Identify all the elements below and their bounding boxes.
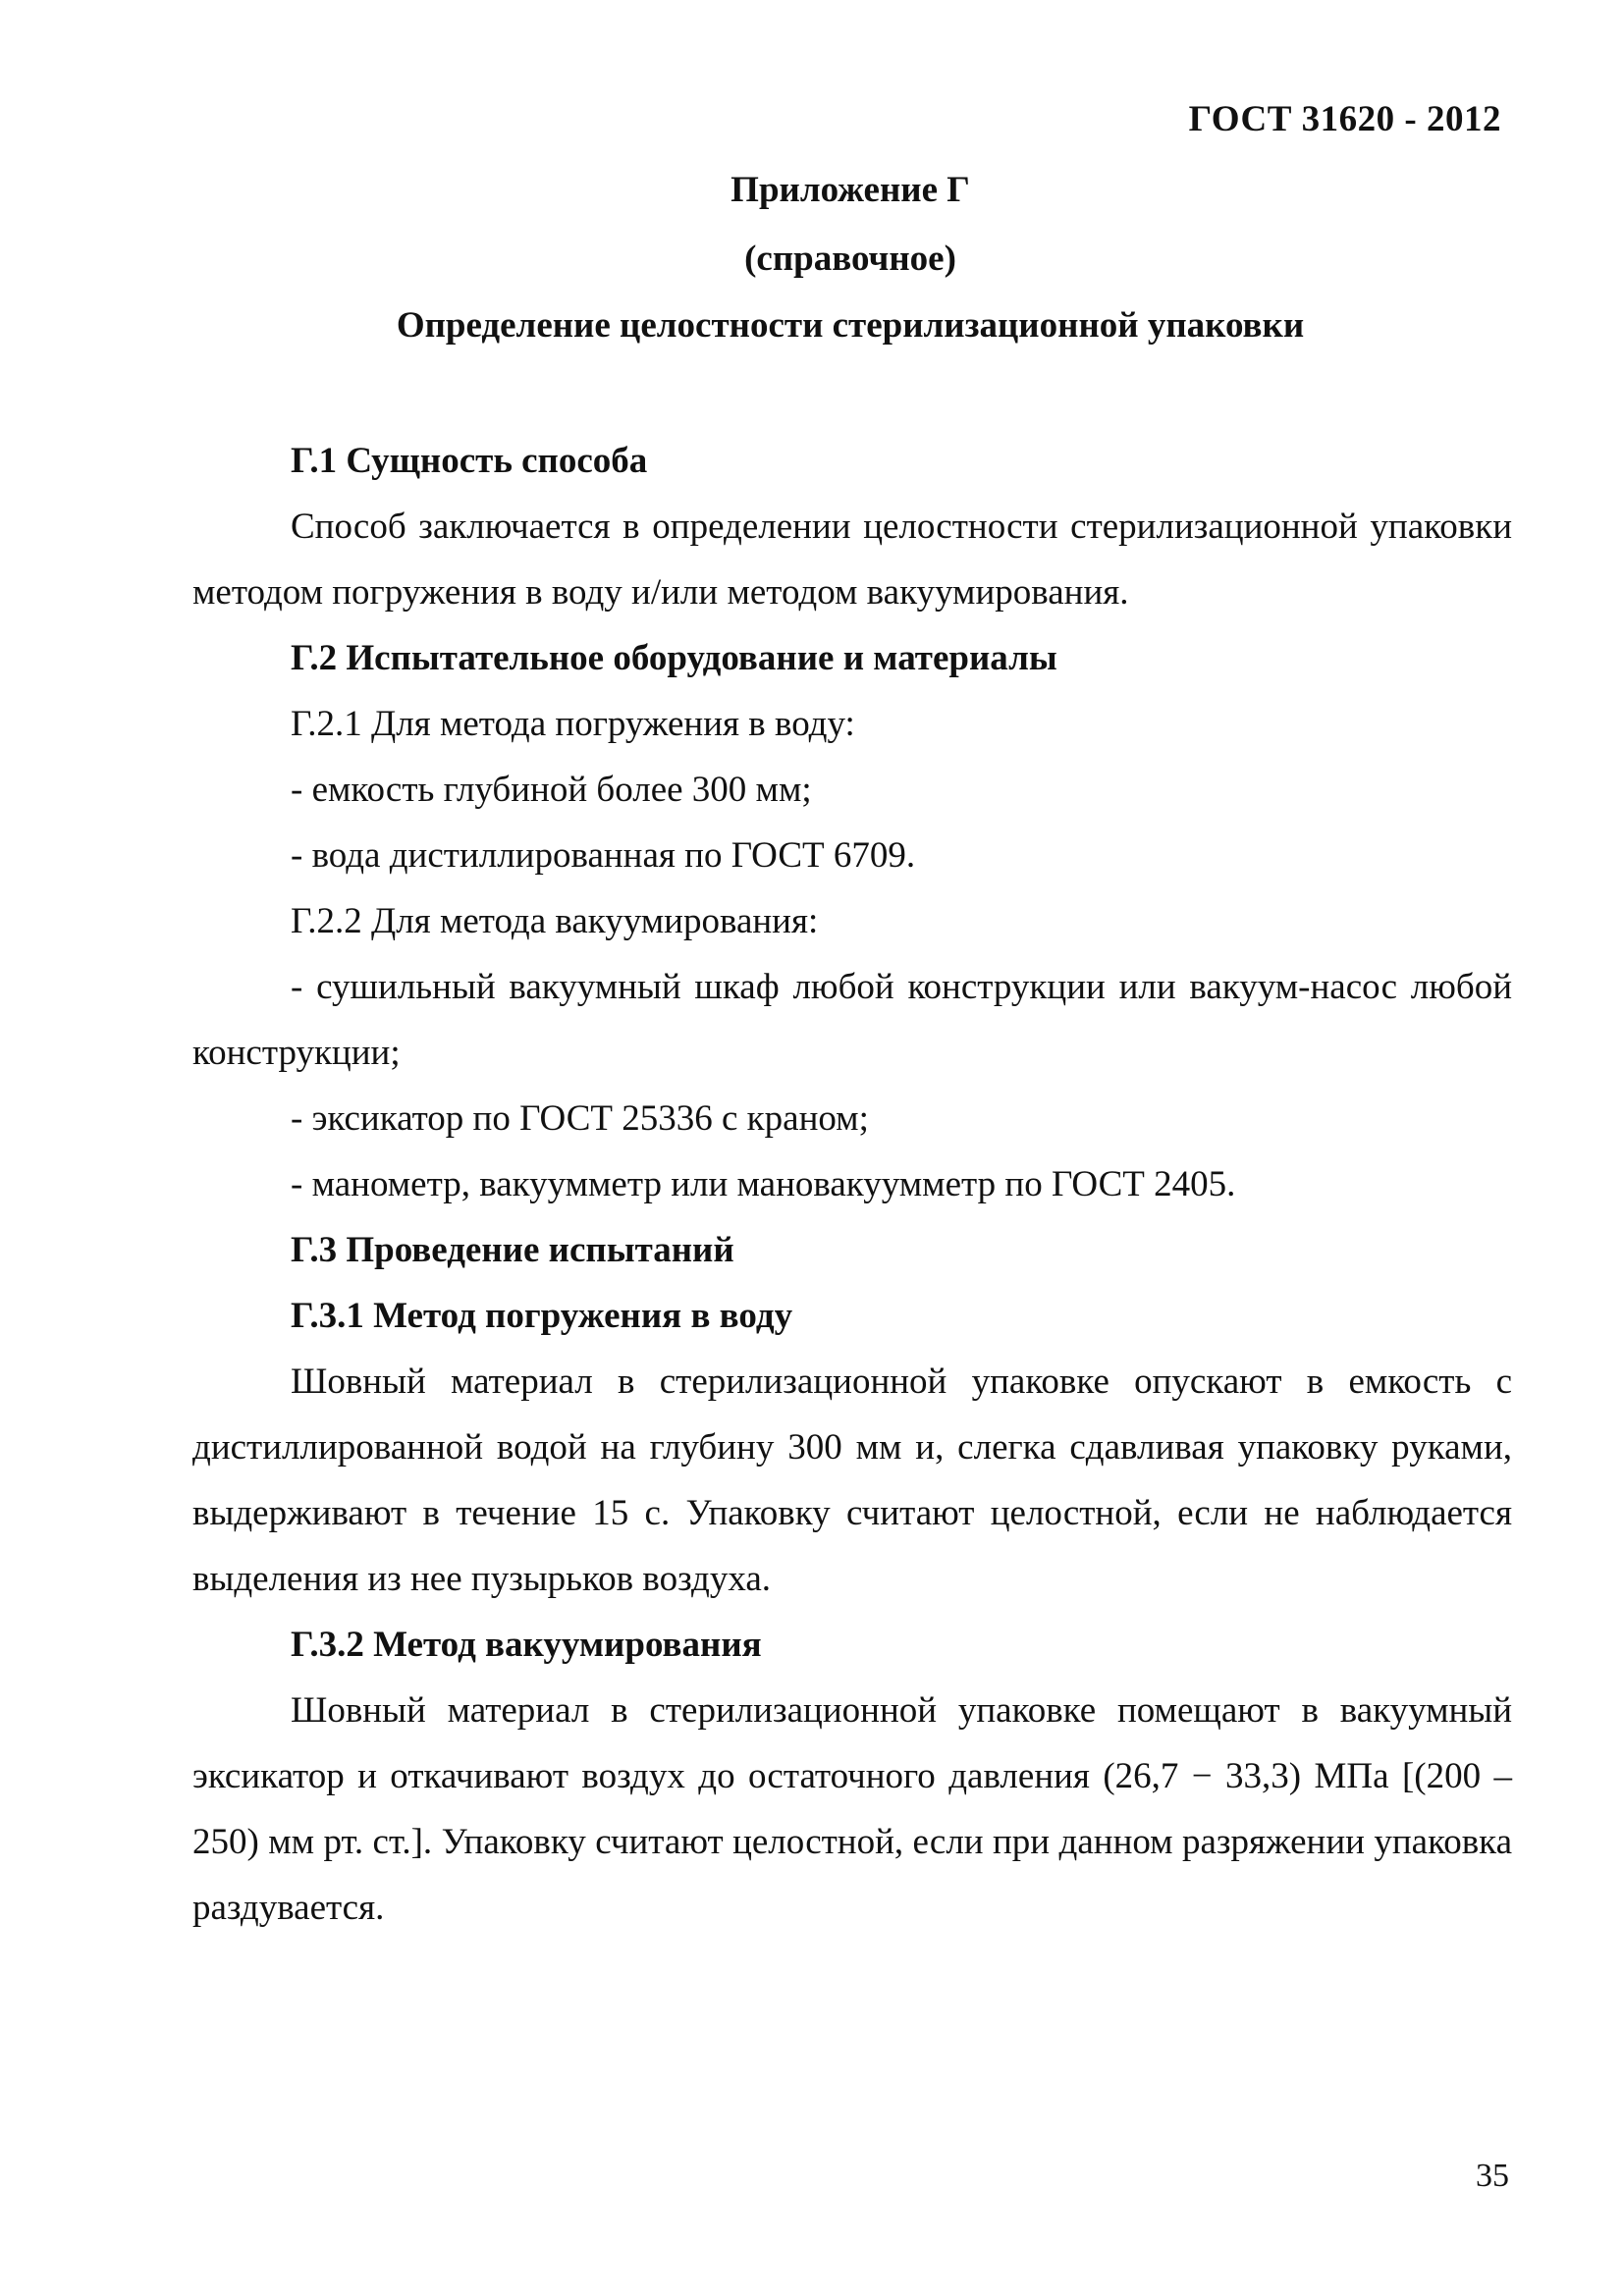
subsection-heading-g31: Г.3.1 Метод погружения в воду [291, 1296, 793, 1336]
paragraph-g32: Шовный материал в стерилизационной упаковке помещают в вакуумный эксикатор и откачивают воздух до остаточного давления (26,7 − 33,3) МПа [(200 – 250) мм рт. ст.]. Упаковку считают целостной, если при данном разряжении упаковка раздувается. [192, 1690, 1512, 1928]
document-body [192, 428, 1512, 1941]
paragraph-g1: Способ заключается в определении целостности стерилизационной упаковки методом погружения в воду и/или методом вакуумирования. [192, 507, 1512, 613]
page-number: 35 [1476, 2158, 1509, 2194]
list-item: - сушильный вакуумный шкаф любой конструкции или вакуум-насос любой конструкции; [192, 967, 1512, 1073]
list-item: - вода дистиллированная по ГОСТ 6709. [291, 835, 916, 876]
section-heading-g2: Г.2 Испытательное оборудование и материалы [291, 638, 1057, 678]
paragraph-g31: Шовный материал в стерилизационной упаковке опускают в емкость с дистиллированной водой на глубину 300 мм и, слегка сдавливая упаковку руками, выдерживают в течение 15 с. Упаковку считают целостной, если не наблюдается выделения из нее пузырьков воздуха. [192, 1362, 1512, 1599]
subsection-title-g22: Г.2.2 Для метода вакуумирования: [291, 901, 819, 941]
appendix-title: Определение целостности стерилизационной упаковки [396, 305, 1305, 346]
document-code: ГОСТ 31620 - 2012 [1188, 99, 1501, 139]
list-item: - манометр, вакуумметр или мановакуумметр по ГОСТ 2405. [291, 1164, 1236, 1204]
list-item: - емкость глубиной более 300 мм; [291, 770, 812, 810]
list-item: - эксикатор по ГОСТ 25336 с краном; [291, 1098, 869, 1139]
section-heading-g3: Г.3 Проведение испытаний [291, 1230, 734, 1270]
appendix-type: (справочное) [744, 239, 956, 279]
appendix-label: Приложение Г [730, 170, 970, 210]
section-heading-g1: Г.1 Сущность способа [291, 441, 648, 481]
subsection-heading-g32: Г.3.2 Метод вакуумирования [291, 1625, 762, 1665]
subsection-title-g21: Г.2.1 Для метода погружения в воду: [291, 704, 855, 744]
